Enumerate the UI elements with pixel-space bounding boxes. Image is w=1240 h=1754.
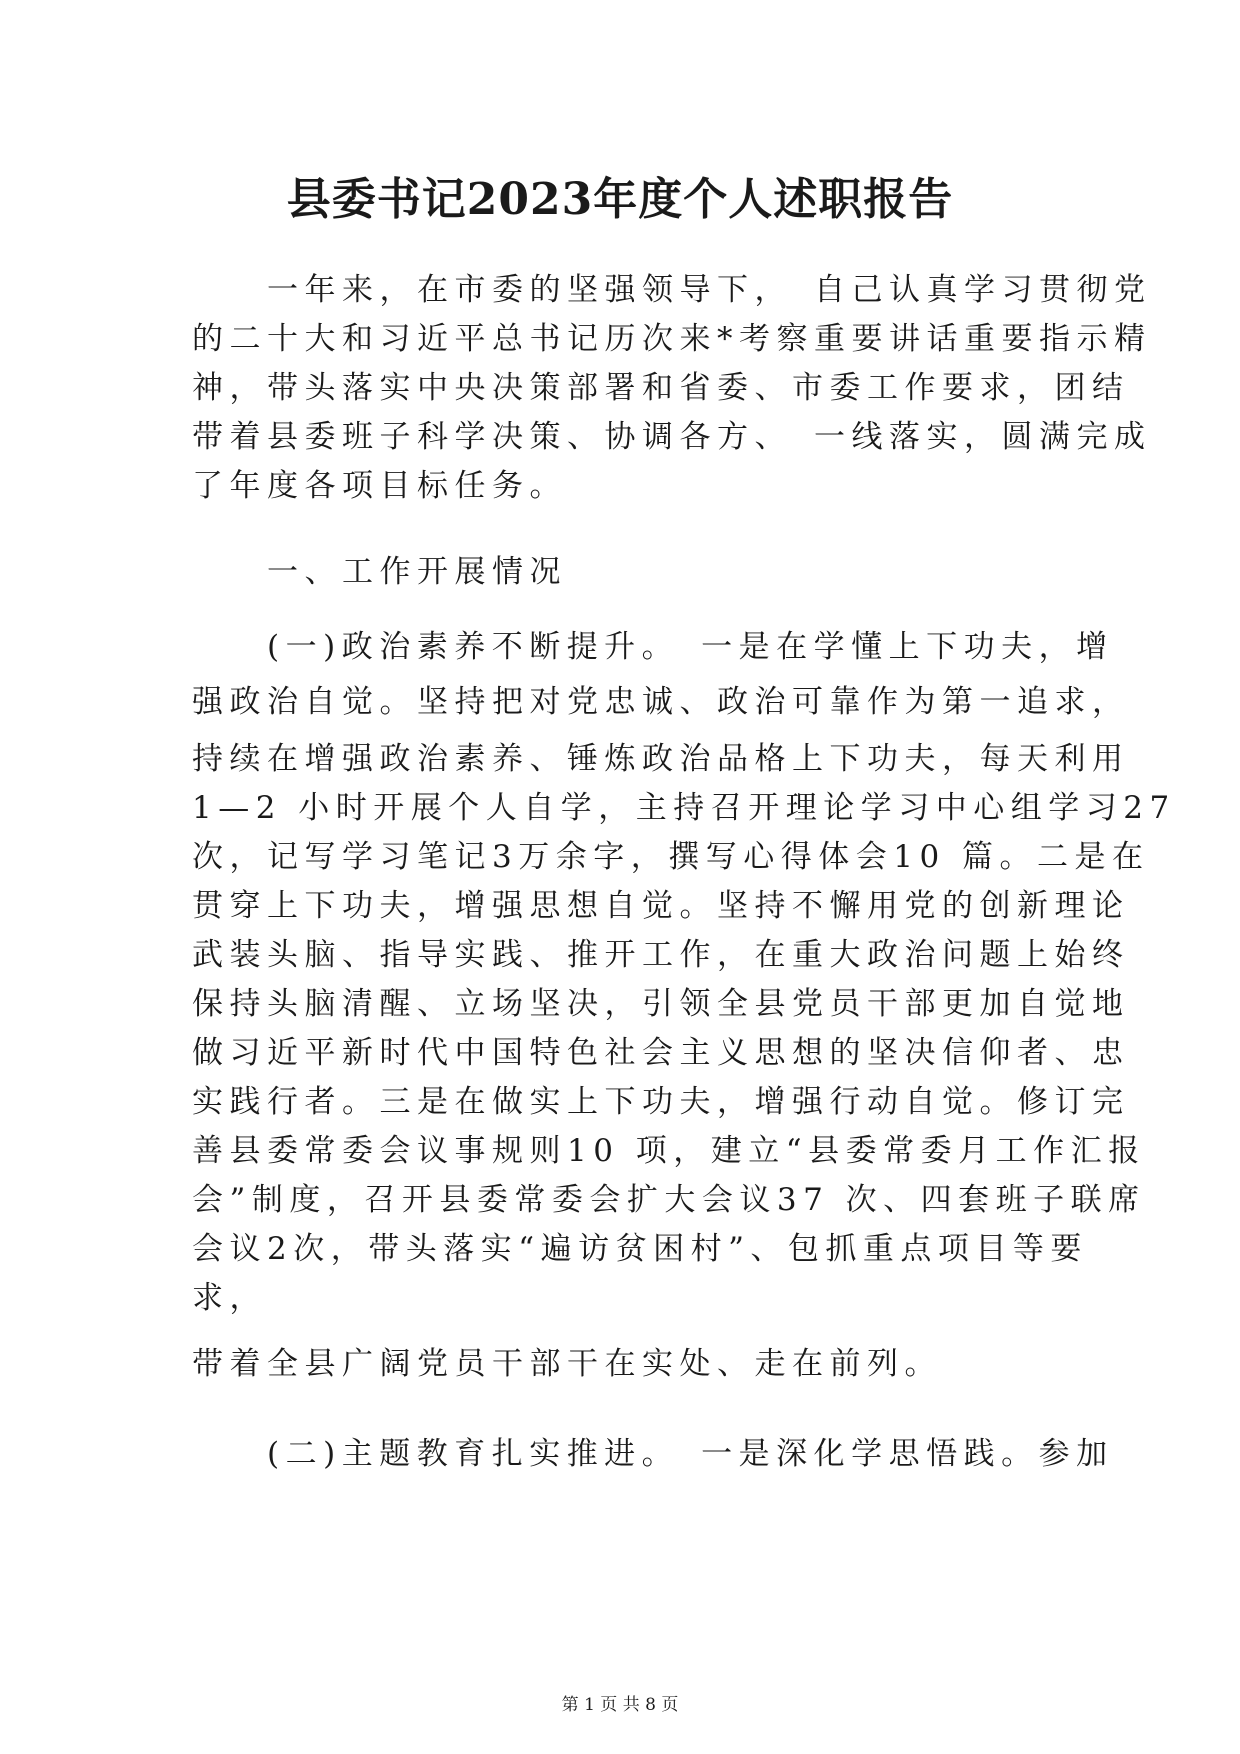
body-line: 神，带头落实中央决策部署和省委、市委工作要求，团结 (192, 370, 1130, 406)
body-line: 会”制度，召开县委常委会扩大会议37 次、四套班子联席 (192, 1182, 1146, 1218)
body-line: 贯穿上下功夫，增强思想自觉。坚持不懈用党的创新理论 (192, 888, 1130, 924)
body-line: 保持头脑清醒、立场坚决，引领全县党员干部更加自觉地 (192, 986, 1130, 1022)
body-line: 做习近平新时代中国特色社会主义思想的坚决信仰者、忠 (192, 1035, 1130, 1071)
document-title: 县委书记2023年度个人述职报告 (286, 174, 954, 225)
body-line: 强政治自觉。坚持把对党忠诚、政治可靠作为第一追求， (192, 684, 1130, 720)
subsection-line: (一)政治素养不断提升。 一是在学懂上下功夫，增 (192, 629, 1114, 665)
body-line: 实践行者。三是在做实上下功夫，增强行动自觉。修订完 (192, 1084, 1130, 1120)
body-line: 会议2次，带头落实“遍访贫困村”、包抓重点项目等要 (192, 1231, 1088, 1267)
body-line: 了年度各项目标任务。 (192, 468, 567, 504)
body-line: 带着县委班子科学决策、协调各方、 一线落实，圆满完成 (192, 419, 1152, 455)
body-line: 次，记写学习笔记3万余字，撰写心得体会10 篇。二是在 (192, 839, 1150, 875)
body-line: 求， (192, 1280, 267, 1316)
body-line: 善县委常委会议事规则10 项，建立“县委常委月工作汇报 (192, 1133, 1146, 1169)
body-line: 带着全县广阔党员干部干在实处、走在前列。 (192, 1346, 942, 1382)
body-line: 的二十大和习近平总书记历次来*考察重要讲话重要指示精 (192, 321, 1152, 357)
body-line: 1—2 小时开展个人自学，主持召开理论学习中心组学习27 (192, 790, 1176, 826)
body-line: 武装头脑、指导实践、推开工作，在重大政治问题上始终 (192, 937, 1130, 973)
body-line: 一年来，在市委的坚强领导下， 自己认真学习贯彻党 (192, 272, 1152, 308)
page-number: 第 1 页 共 8 页 (561, 1695, 679, 1715)
section-heading: 一、工作开展情况 (192, 554, 567, 590)
body-line: 持续在增强政治素养、锤炼政治品格上下功夫，每天利用 (192, 741, 1130, 777)
subsection-line: (二)主题教育扎实推进。 一是深化学思悟践。参加 (192, 1436, 1114, 1472)
